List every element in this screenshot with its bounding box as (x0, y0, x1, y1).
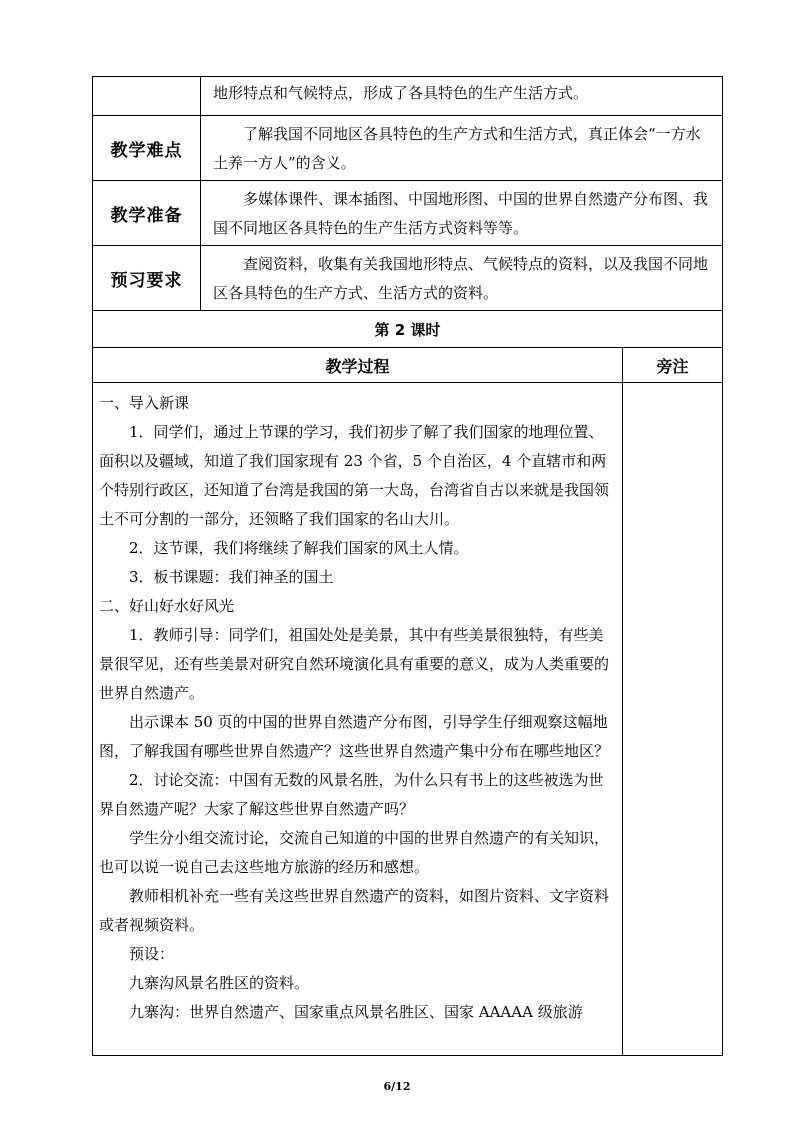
preview-text: 查阅资料，收集有关我国地形特点、气候特点的资料，以及我国不同地区各具特色的生产方式、生活方式的资料。 (201, 246, 723, 311)
process-text (93, 383, 622, 1027)
preparation-text: 多媒体课件、课本插图、中国地形图、中国的世界自然遗产分布图、我国不同地区各具特色的生产生活方式资料等等。 (201, 181, 723, 246)
table-row (93, 116, 723, 181)
process-header: 教学过程 (93, 348, 623, 383)
preview-label: 预习要求 (93, 246, 201, 311)
paragraph: 学生分小组交流讨论，交流自己知道的中国的世界自然遗产的有关知识，也可以说一说自己去这些地方旅游的经历和感想。 (99, 829, 610, 876)
process-cell (93, 383, 623, 1056)
table-row (93, 348, 723, 383)
paragraph: 1．教师引导：同学们，祖国处处是美景，其中有些美景很独特，有些美景很罕见，还有些美景对研究自然环境演化具有重要的意义，成为人类重要的世界自然遗产。 (99, 626, 610, 702)
table-row (93, 383, 723, 1056)
paragraph: 九寨沟：世界自然遗产、国家重点风景名胜区、国家 AAAAA 级旅游 (129, 1003, 583, 1021)
section-heading: 一、导入新课 (99, 394, 190, 412)
paragraph: 2．这节课，我们将继续了解我们国家的风土人情。 (129, 539, 469, 557)
paragraph: 九寨沟风景名胜区的资料。 (129, 974, 310, 992)
paragraph: 教师相机补充一些有关这些世界自然遗产的资料，如图片资料、文字资料或者视频资料。 (99, 887, 610, 934)
empty-cell (93, 77, 201, 116)
paragraph: 出示课本 50 页的中国的世界自然遗产分布图，引导学生仔细观察这幅地图，了解我国有哪些世界自然遗产？这些世界自然遗产集中分布在哪些地区？ (99, 713, 610, 760)
section-heading: 二、好山好水好风光 (99, 597, 235, 615)
notes-cell (622, 383, 722, 1056)
paragraph: 预设： (129, 945, 175, 963)
table-row (93, 311, 723, 348)
table-row (93, 77, 723, 116)
lesson-plan-table (92, 76, 723, 1056)
paragraph: 2．讨论交流：中国有无数的风景名胜，为什么只有书上的这些被选为世界自然遗产呢？大家了解这些世界自然遗产吗？ (99, 771, 604, 818)
notes-header: 旁注 (622, 348, 722, 383)
paragraph: 3．板书课题：我们神圣的国土 (129, 568, 334, 586)
objective-continuation: 地形特点和气候特点，形成了各具特色的生产生活方式。 (201, 77, 723, 116)
difficulty-text: 了解我国不同地区各具特色的生产方式和生活方式，真正体会“一方水土养一方人”的含义。 (201, 116, 723, 181)
table-row (93, 181, 723, 246)
preparation-label: 教学准备 (93, 181, 201, 246)
paragraph: 1．同学们，通过上节课的学习，我们初步了解了我们国家的地理位置、面积以及疆域，知道了我们国家现有 23 个省，5 个自治区，4 个直辖市和两个特别行政区，还知道了台湾是我国的第一大岛，台湾省自古以来就是我国领土不可分割的一部分，还领略了我们国家的名山大川。 (99, 423, 610, 528)
difficulty-label: 教学难点 (93, 116, 201, 181)
lesson-title: 第 2 课时 (93, 311, 723, 348)
page-number: 6/12 (383, 1080, 411, 1093)
table-row (93, 246, 723, 311)
